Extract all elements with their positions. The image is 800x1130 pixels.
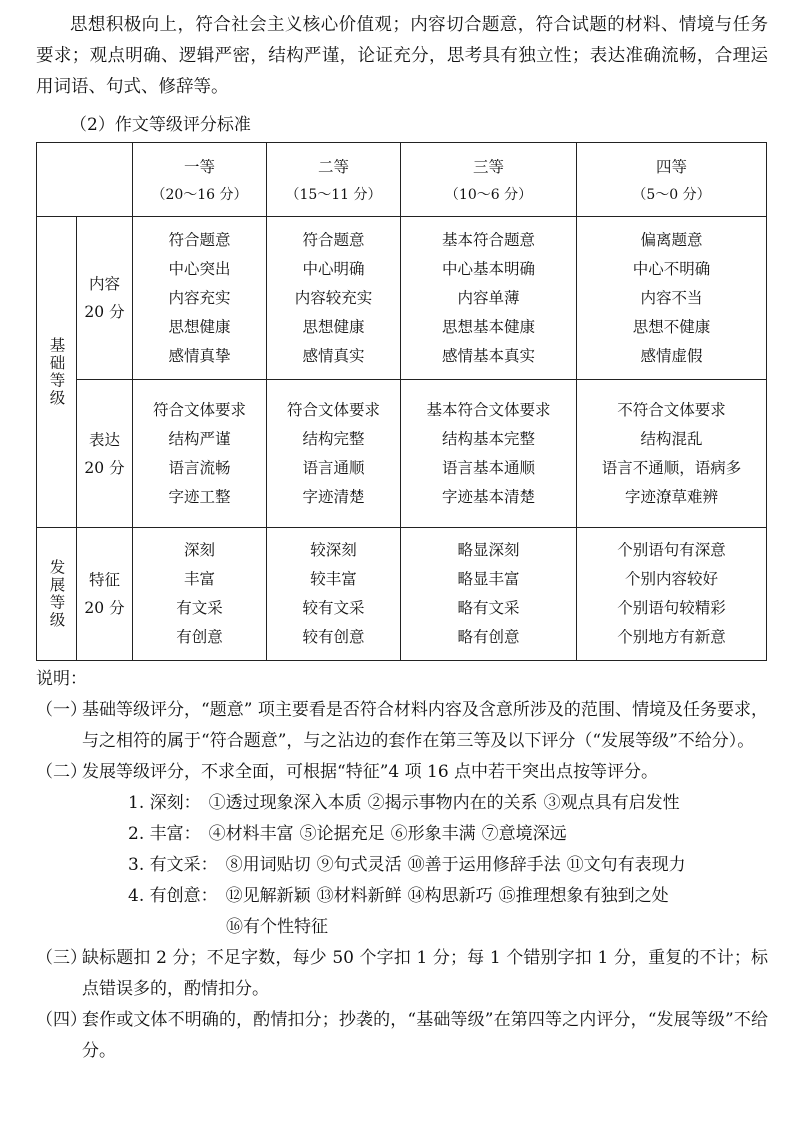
standard-title: （2）作文等级评分标准 [70,115,251,135]
intro-paragraph [36,10,768,103]
detail-line: 3. 有文采： ⑧用词贴切 ⑨句式灵活 ⑩善于运用修辞手法 ⑪文句有表现力 [128,855,686,875]
table-cell: 基本符合文体要求 结构基本完整 语言基本通顺 字迹基本清楚 [401,380,577,528]
intro-text: 思想积极向上，符合社会主义核心价值观；内容切合题意，符合试题的材料、情境与任务要求；观点明确、逻辑严密，结构严谨，论证充分，思考具有独立性；表达准确流畅，合理运用词语、句式、修辞等。 [36,15,768,97]
note-number: （二） [36,762,87,782]
table-row [37,380,767,528]
table-cell: 深刻 丰富 有文采 有创意 [133,528,267,661]
table-row [37,528,767,661]
table-cell: 略显深刻 略显丰富 略有文采 略有创意 [401,528,577,661]
note-number: （一） [36,700,87,720]
grade-header: 三等 （10～6 分） [401,143,577,217]
grade-header: 一等 （20～16 分） [133,143,267,217]
note-text: 发展等级评分，不求全面，可根据“特征”4 项 16 点中若干突出点按等评分。 [82,762,659,782]
note-text: 缺标题扣 2 分；不足字数，每少 50 个字扣 1 分；每 1 个错别字扣 1 分，重复的不计；标点错误多的，酌情扣分。 [82,948,768,999]
notes-heading: 说明： [36,669,87,689]
note-3 [36,943,768,1005]
table-cell: 偏离题意 中心不明确 内容不当 思想不健康 感情虚假 [577,217,767,380]
note-text: 基础等级评分，“题意” 项主要看是否符合材料内容及含意所涉及的范围、情境及任务要求，与之相符的属于“符合题意”，与之沾边的套作在第三等及以下评分（“发展等级”不给分）。 [82,700,768,751]
feature-label: 特征 20 分 [77,528,133,661]
note-number: （四） [36,1010,87,1030]
table-cell: 个别语句有深意 个别内容较好 个别语句较精彩 个别地方有新意 [577,528,767,661]
detail-line: ⑯有个性特征 [226,917,328,937]
expression-label: 表达 20 分 [77,380,133,528]
basic-level-label: 基础等级 [37,217,77,528]
table-header-row [37,143,767,217]
detail-line: 2. 丰富： ④材料丰富 ⑤论据充足 ⑥形象丰满 ⑦意境深远 [128,824,567,844]
detail-line: 1. 深刻： ①透过现象深入本质 ②揭示事物内在的关系 ③观点具有启发性 [128,793,680,813]
table-cell: 符合文体要求 结构完整 语言通顺 字迹清楚 [267,380,401,528]
table-cell: 不符合文体要求 结构混乱 语言不通顺，语病多 字迹潦草难辨 [577,380,767,528]
table-cell: 基本符合题意 中心基本明确 内容单薄 思想基本健康 感情基本真实 [401,217,577,380]
note-1 [36,695,768,757]
grading-table [36,142,767,661]
table-row [37,217,767,380]
note-number: （三） [36,948,87,968]
develop-level-label: 发展等级 [37,528,77,661]
table-cell: 符合题意 中心突出 内容充实 思想健康 感情真挚 [133,217,267,380]
note-text: 套作或文体不明确的，酌情扣分；抄袭的，“基础等级”在第四等之内评分，“发展等级”不给分。 [82,1010,768,1061]
table-cell: 符合文体要求 结构严谨 语言流畅 字迹工整 [133,380,267,528]
notes-section [36,663,768,1067]
note-2 [36,757,768,788]
table-cell: 符合题意 中心明确 内容较充实 思想健康 感情真实 [267,217,401,380]
corner-cell [37,143,133,217]
note-4 [36,1005,768,1067]
grade-header: 四等 （5～0 分） [577,143,767,217]
grade-header: 二等 （15～11 分） [267,143,401,217]
content-label: 内容 20 分 [77,217,133,380]
table-cell: 较深刻 较丰富 较有文采 较有创意 [267,528,401,661]
detail-line: 4. 有创意： ⑫见解新颖 ⑬材料新鲜 ⑭构思新巧 ⑮推理想象有独到之处 [128,886,669,906]
